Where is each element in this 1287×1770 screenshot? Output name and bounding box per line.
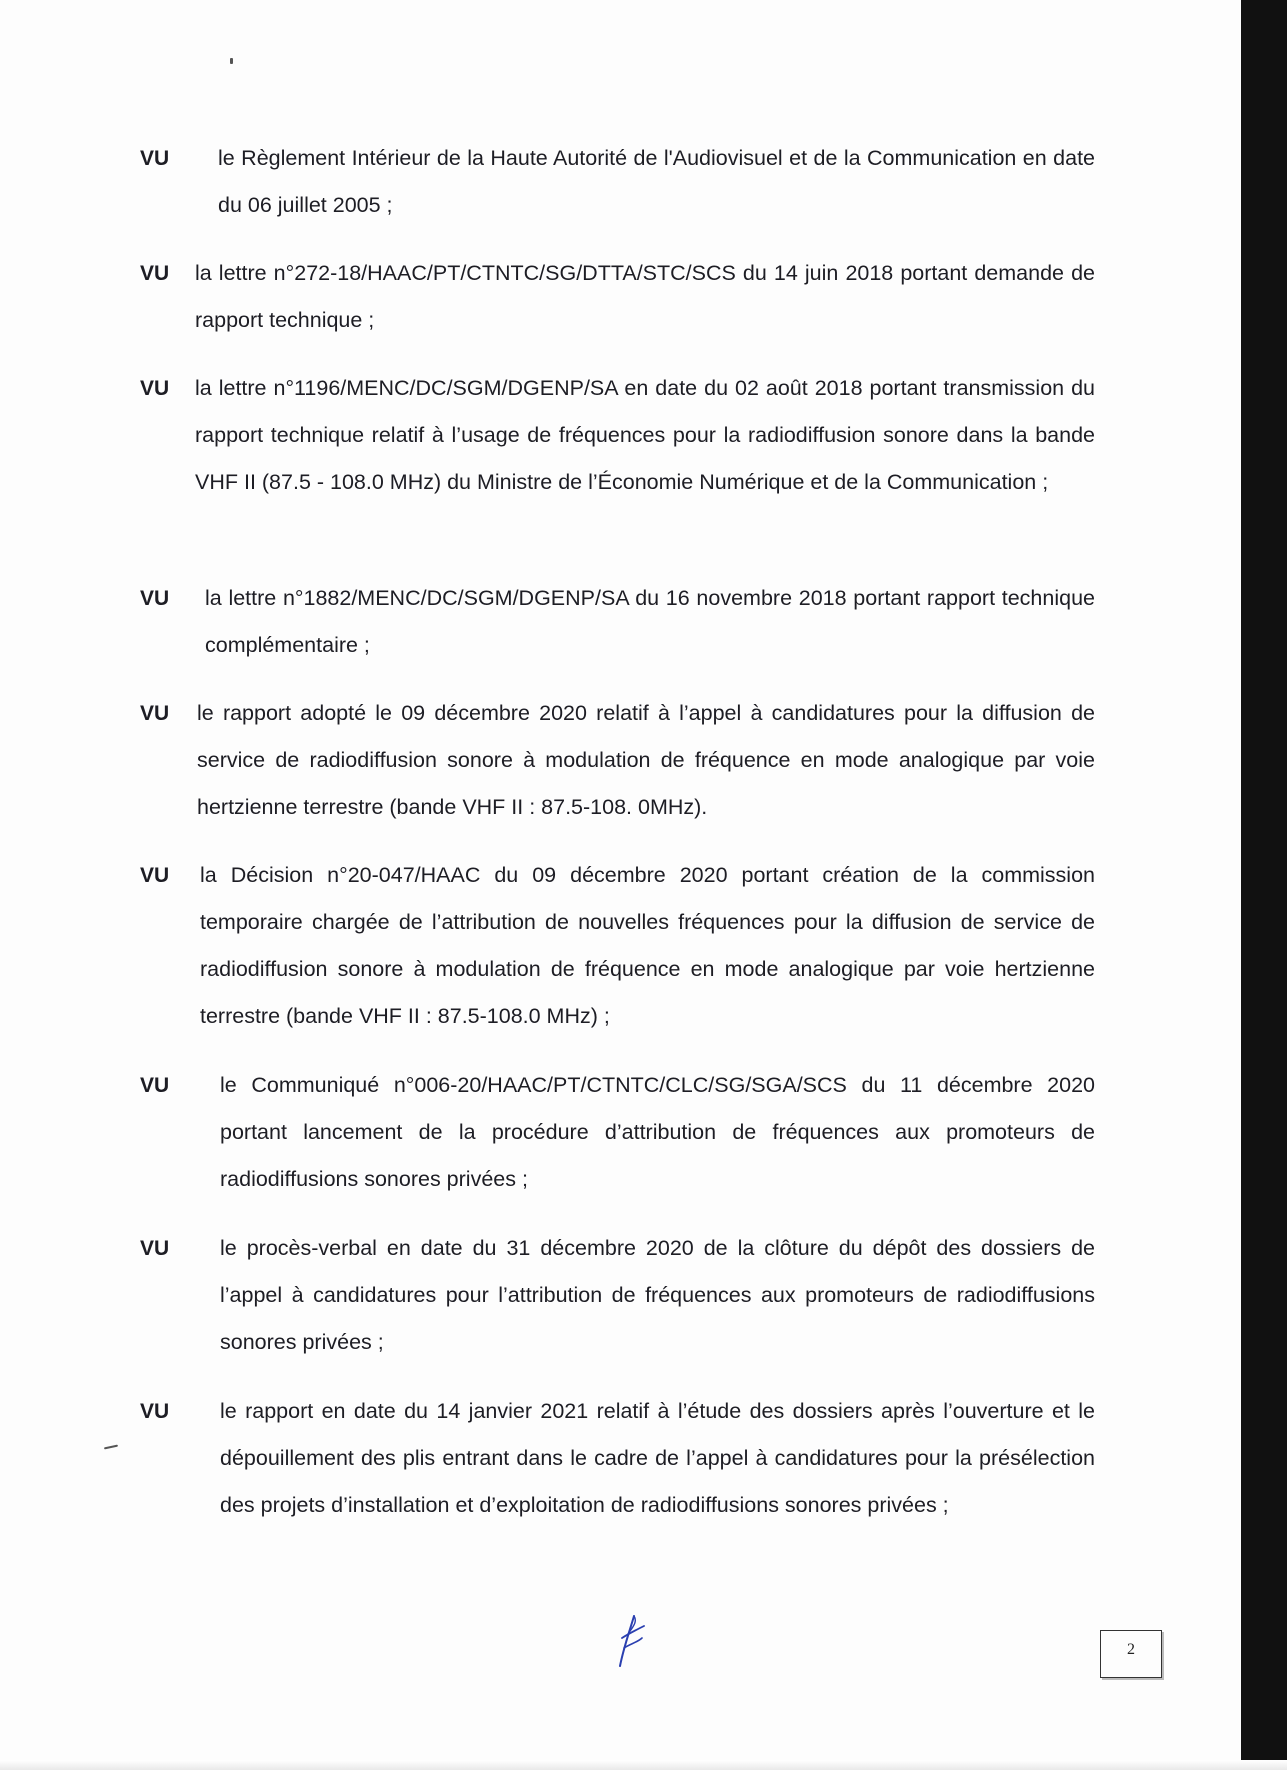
vu-entry <box>140 1388 1095 1578</box>
vu-entry <box>140 250 1095 346</box>
scan-speck <box>104 1445 118 1450</box>
vu-entry <box>140 1225 1095 1370</box>
vu-entry <box>140 575 1095 671</box>
vu-entry <box>140 1062 1095 1207</box>
scan-speck <box>230 58 233 64</box>
vu-text: la lettre n°1882/MENC/DC/SGM/DGENP/SA du 16 novembre 2018 portant rapport technique complémentaire ; <box>205 586 1095 657</box>
vu-label: VU <box>140 587 170 610</box>
page-number-box <box>1100 1630 1162 1678</box>
vu-label: VU <box>140 262 170 285</box>
vu-text: le procès-verbal en date du 31 décembre 2020 de la clôture du dépôt des dossiers de l’appel à candidatures pour l’attribution de fréquences aux promoteurs de radiodiffusions sonores privées ; <box>220 1236 1095 1354</box>
handwritten-initials-icon <box>612 1612 652 1672</box>
vu-text: le rapport en date du 14 janvier 2021 relatif à l’étude des dossiers après l’ouverture et le dépouillement des plis entrant dans le cadre de l’appel à candidatures pour la présélection des projets d’installation et d’exploitation de radiodiffusions sonores privées ; <box>220 1399 1095 1517</box>
vu-label: VU <box>140 702 170 725</box>
vu-entry <box>140 852 1095 1042</box>
vu-text: le Communiqué n°006-20/HAAC/PT/CTNTC/CLC/SG/SGA/SCS du 11 décembre 2020 portant lancement de la procédure d’attribution de fréquences aux promoteurs de radiodiffusions sonores privées ; <box>220 1073 1095 1191</box>
vu-label: VU <box>140 1400 170 1423</box>
vu-label: VU <box>140 1074 170 1097</box>
page-number: 2 <box>1127 1641 1135 1658</box>
vu-entry <box>140 365 1095 555</box>
scan-border-bottom <box>0 1760 1287 1770</box>
vu-text: la Décision n°20-047/HAAC du 09 décembre 2020 portant création de la commission temporaire chargée de l’attribution de nouvelles fréquences pour la diffusion de service de radiodiffusion sonore à modulation de fréquence en mode analogique par voie hertzienne terrestre (bande VHF II : 87.5-108.0 MHz) ; <box>200 863 1095 1028</box>
vu-text: la lettre n°1196/MENC/DC/SGM/DGENP/SA en date du 02 août 2018 portant transmission du rapport technique relatif à l’usage de fréquences pour la radiodiffusion sonore dans la bande VHF II (87.5 - 108.0 MHz) du Ministre de l’Économie Numérique et de la Communication ; <box>195 376 1095 494</box>
vu-entry <box>140 690 1095 835</box>
vu-text: le rapport adopté le 09 décembre 2020 relatif à l’appel à candidatures pour la diffusion de service de radiodiffusion sonore à modulation de fréquence en mode analogique par voie hertzienne terrestre (bande VHF II : 87.5-108. 0MHz). <box>197 701 1095 819</box>
scan-border-right <box>1241 0 1287 1770</box>
vu-label: VU <box>140 864 170 887</box>
vu-text: la lettre n°272-18/HAAC/PT/CTNTC/SG/DTTA/STC/SCS du 14 juin 2018 portant demande de rapport technique ; <box>195 261 1095 332</box>
vu-label: VU <box>140 377 170 400</box>
vu-text: le Règlement Intérieur de la Haute Autorité de l'Audiovisuel et de la Communication en date du 06 juillet 2005 ; <box>218 146 1095 217</box>
vu-entry <box>140 135 1095 231</box>
vu-label: VU <box>140 147 170 170</box>
vu-label: VU <box>140 1237 170 1260</box>
